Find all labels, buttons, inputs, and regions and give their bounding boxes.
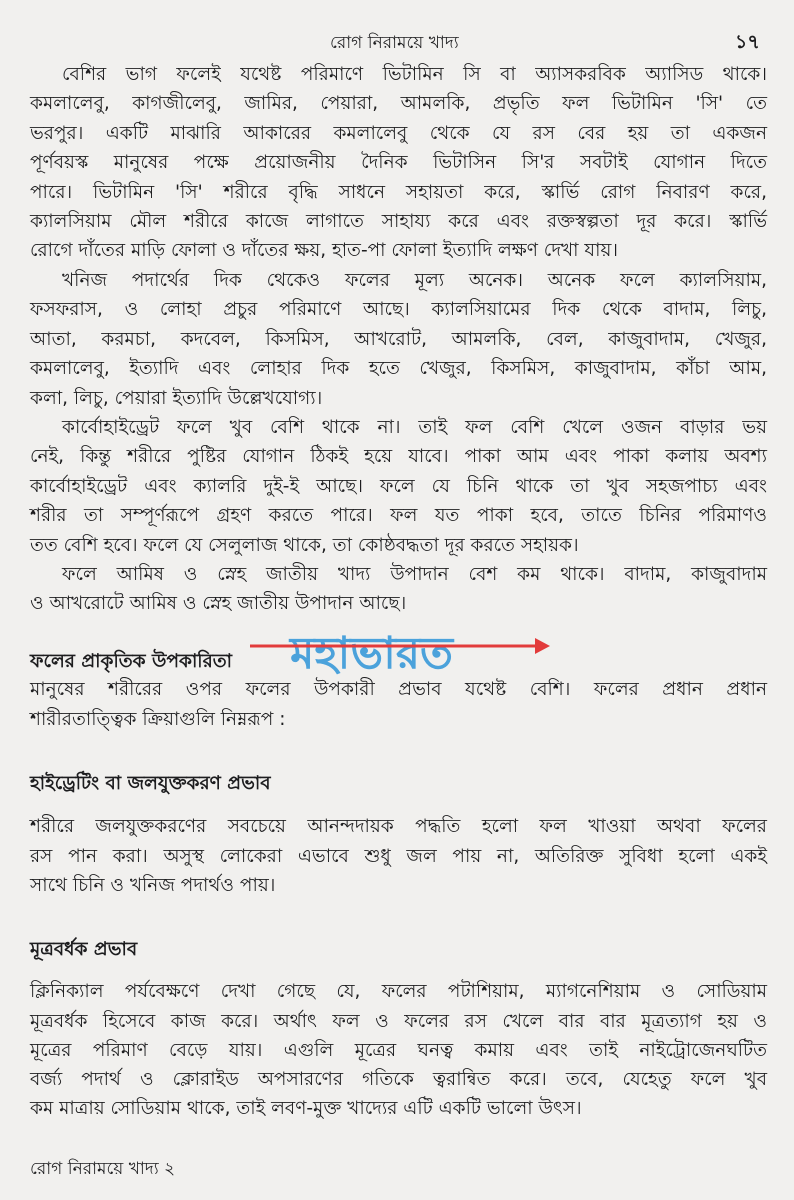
paragraph-line: রোগে দাঁতের মাড়ি ফোলা ও দাঁতের ক্ষয়, হাত-পা ফোলা ইত্যাদি লক্ষণ দেখা যায়। bbox=[30, 240, 618, 261]
paragraph-line: মানুষের শরীরের ওপর ফলের উপকারী প্রভাব যথেষ্ট বেশি। ফলের প্রধান প্রধান bbox=[30, 679, 767, 700]
paragraph-line: খনিজ পদার্থের দিক থেকেও ফলের মূল্য অনেক। অনেক ফলে ক্যালসিয়াম, bbox=[62, 270, 767, 291]
paragraph-line: ফলে আমিষ ও স্নেহ জাতীয় খাদ্য উপাদান বেশ কম থাকে। বাদাম, কাজুবাদাম bbox=[62, 564, 767, 585]
page-footer: রোগ নিরাময়ে খাদ্য ২ bbox=[30, 1159, 176, 1179]
watermark-logo bbox=[250, 620, 550, 680]
paragraph-line: ক্যালসিয়াম মৌল শরীরে কাজে লাগাতে সাহায্য করে এবং রক্তস্বল্পতা দূর করে। স্কার্ভি bbox=[30, 211, 767, 232]
paragraph-line: মূত্রের পরিমাণ বেড়ে যায়। এগুলি মূত্রের ঘনত্ব কমায় এবং তাই নাইট্রোজেনঘটিত bbox=[30, 1040, 767, 1061]
paragraph-line: কমলালেবু, কাগজীলেবু, জামির, পেয়ারা, আমলকি, প্রভৃতি ফল ভিটামিন 'সি' তে bbox=[30, 93, 767, 114]
paragraph-line: ও আখরোটে আমিষ ও স্নেহ জাতীয় উপাদান আছে। bbox=[30, 593, 407, 614]
paragraph-line: শারীরতাত্ত্বিক ক্রিয়াগুলি নিম্নরূপ : bbox=[30, 709, 286, 730]
paragraph-line: তত বেশি হবে। ফলে যে সেলুলাজ থাকে, তা কোষ্ঠবদ্ধতা দূর করতে সহায়ক। bbox=[30, 535, 579, 556]
paragraph-line: কার্বোহাইড্রেট এবং ক্যালরি দুই-ই আছে। ফলে যে চিনি থাকে তা খুব সহজপাচ্য এবং bbox=[30, 476, 767, 497]
paragraph-line: আতা, করমচা, কদবেল, কিসমিস, আখরোট, আমলকি, বেল, কাজুবাদাম, খেজুর, bbox=[30, 329, 767, 350]
section-heading: হাইড্রেটিং বা জলযুক্তকরণ প্রভাব bbox=[30, 773, 271, 794]
paragraph-line: কার্বোহাইড্রেট ফলে খুব বেশি থাকে না। তাই ফল বেশি খেলে ওজন বাড়ার ভয় bbox=[62, 417, 767, 438]
paragraph-line: কমলালেবু, ইত্যাদি এবং লোহার দিক হতে খেজুর, কিসমিস, কাজুবাদাম, কাঁচা আম, bbox=[30, 358, 767, 379]
paragraph-line: ফসফরাস, ও লোহা প্রচুর পরিমাণে আছে। ক্যালসিয়ামের দিক থেকে বাদাম, লিচু, bbox=[30, 299, 767, 320]
paragraph-line: মূত্রবর্ধক হিসেবে কাজ করে। অর্থাৎ ফল ও ফলের রস খেলে বার বার মূত্রত্যাগ হয় ও bbox=[30, 1011, 767, 1032]
paragraph-line: ভরপুর। একটি মাঝারি আকারের কমলালেবু থেকে যে রস বের হয় তা একজন bbox=[30, 123, 767, 144]
paragraph-line: রস পান করা। অসুস্থ লোকেরা এভাবে শুধু জল পায় না, অতিরিক্ত সুবিধা হলো একই bbox=[30, 846, 767, 867]
paragraph-line: বর্জ্য পদার্থ ও ক্লোরাইড অপসারণের গতিকে ত্বরান্বিত করে। তবে, যেহেতু ফলে খুব bbox=[30, 1069, 767, 1090]
paragraph-line: শরীর তা সম্পূর্ণরূপে গ্রহণ করতে পারে। ফল যত পাকা হবে, তাতে চিনির পরিমাণও bbox=[30, 505, 767, 526]
running-head: রোগ নিরাময়ে খাদ্য bbox=[330, 33, 459, 53]
paragraph-line: নেই, কিন্তু শরীরে পুষ্টির যোগান ঠিকই হয়ে যাবে। পাকা আম এবং পাকা কলায় অবশ্য bbox=[30, 446, 767, 467]
page-number: ১৭ bbox=[735, 31, 760, 53]
paragraph-line: বেশির ভাগ ফলেই যথেষ্ট পরিমাণে ভিটামিন সি বা অ্যাসকরবিক অ্যাসিড থাকে। bbox=[62, 64, 767, 85]
paragraph-line: পারে। ভিটামিন 'সি' শরীরে বৃদ্ধি সাধনে সহায়তা করে, স্কার্ভি রোগ নিবারণ করে, bbox=[30, 182, 767, 203]
paragraph-line: কম মাত্রায় সোডিয়াম থাকে, তাই লবণ-মুক্ত খাদ্যের এটি একটি ভালো উৎস। bbox=[30, 1098, 582, 1119]
section-heading: মূত্রবর্ধক প্রভাব bbox=[30, 939, 138, 960]
paragraph-line: সাথে চিনি ও খনিজ পদার্থও পায়। bbox=[30, 875, 276, 896]
section-heading: ফলের প্রাকৃতিক উপকারিতা bbox=[30, 651, 233, 672]
paragraph-line: পূর্ণবয়স্ক মানুষের পক্ষে প্রয়োজনীয় দৈনিক ভিটাসিন সি'র সবটাই যোগান দিতে bbox=[30, 152, 767, 173]
paragraph-line: ক্লিনিক্যাল পর্যবেক্ষণে দেখা গেছে যে, ফলের পটাশিয়াম, ম্যাগনেশিয়াম ও সোডিয়াম bbox=[30, 981, 767, 1002]
paragraph-line: কলা, লিচু, পেয়ারা ইত্যাদি উল্লেখযোগ্য। bbox=[30, 388, 323, 409]
watermark-arrowhead bbox=[535, 638, 550, 654]
watermark-text: মহাভারত bbox=[290, 628, 454, 679]
paragraph-line: শরীরে জলযুক্তকরণের সবচেয়ে আনন্দদায়ক পদ্ধতি হলো ফল খাওয়া অথবা ফলের bbox=[30, 816, 767, 837]
